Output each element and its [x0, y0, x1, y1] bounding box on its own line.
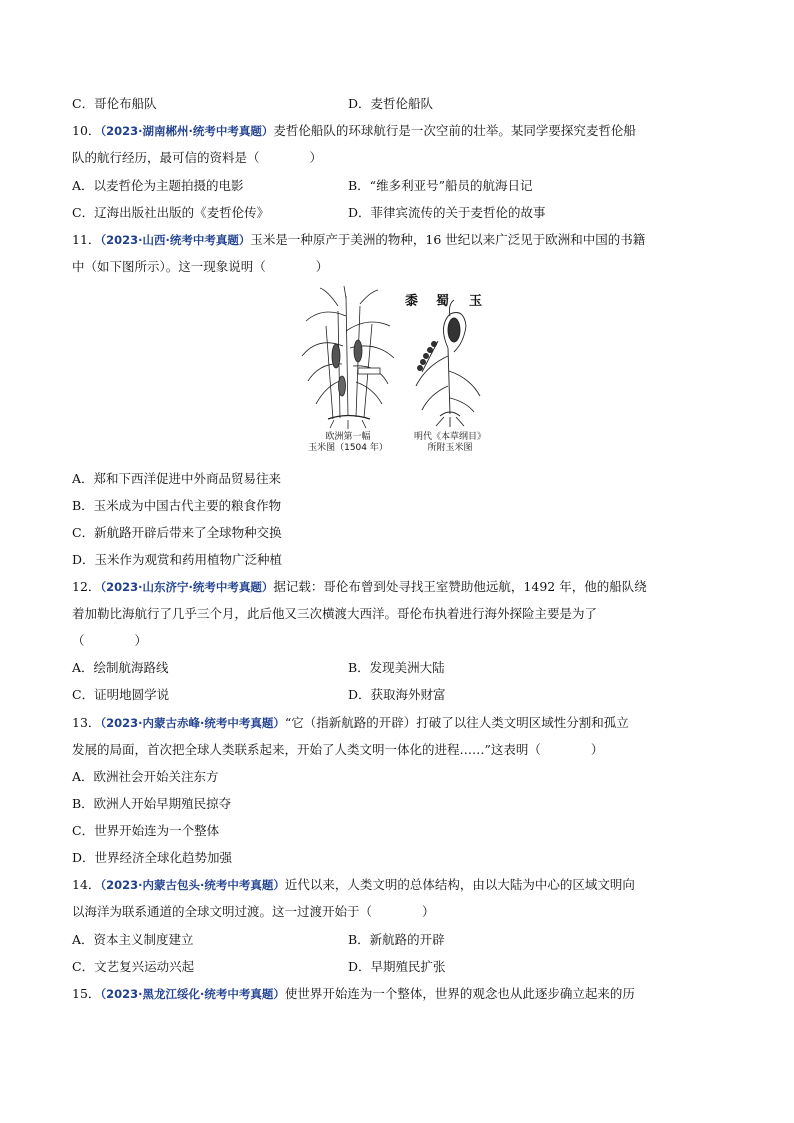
q11-source: （2023·山西·统考中考真题）: [100, 233, 251, 247]
q13-option-a: A．欧洲社会开始关注东方: [72, 769, 219, 784]
q10-stem-line2: 队的航行经历，最可信的资料是（ ）: [72, 150, 323, 165]
q12-stem-line1: [72, 578, 647, 596]
q13-stem-line1: [72, 714, 629, 732]
q10-stem-text1: 麦哲伦船队的环球航行是一次空前的壮举。某同学要探究麦哲伦船: [273, 123, 636, 138]
left-caption-line1: 欧洲第一幅: [325, 432, 371, 442]
q14-stem-line2: 以海洋为联系通道的全球文明过渡。这一过渡开始于（ ）: [72, 904, 435, 919]
q12-source: （2023·山东济宁·统考中考真题）: [100, 580, 274, 594]
q13-stem-text1: “它（指新航路的开辟）打破了以往人类文明区域性分割和孤立: [284, 715, 629, 730]
q11-option-c: C．新航路开辟后带来了全球物种交换: [72, 525, 282, 540]
q11-option-d: D．玉米作为观赏和药用植物广泛种植: [72, 552, 283, 567]
q10-option-d: D．菲律宾流传的关于麦哲伦的故事: [348, 205, 546, 220]
q10-option-a: A．以麦哲伦为主题拍摄的电影: [72, 178, 244, 193]
q14-option-b: B．新航路的开辟: [348, 932, 445, 947]
corn-illustrations: [298, 286, 494, 456]
q13-option-c: C．世界开始连为一个整体: [72, 823, 220, 838]
q13-source: （2023·内蒙古赤峰·统考中考真题）: [100, 716, 285, 730]
q10-source: （2023·湖南郴州·统考中考真题）: [100, 124, 274, 138]
q15-stem-text1: 使世界开始连为一个整体，世界的观念也从此逐步确立起来的历: [284, 986, 635, 1001]
q14-option-a: A．资本主义制度建立: [72, 932, 194, 947]
q14-stem-line1: [72, 876, 635, 894]
q11-number: 11．: [72, 232, 101, 247]
q12-stem-text1: 据记载：哥伦布曾到处寻找王室赞助他远航，1492 年，他的船队绕: [273, 579, 647, 594]
right-caption-line2: 所附玉米图: [427, 443, 473, 453]
q11-stem-line1: [72, 231, 645, 249]
q14-option-d: D．早期殖民扩张: [348, 959, 446, 974]
q13-number: 13．: [72, 715, 101, 730]
q15-source: （2023·黑龙江绥化·统考中考真题）: [100, 987, 285, 1001]
chinese-corn-plant-image: [416, 300, 480, 427]
q12-stem-line2: 着加勒比海航行了几乎三个月，此后他又三次横渡大西洋。哥伦布执着进行海外探险主要是为了: [72, 606, 598, 621]
q9-option-d: D．麦哲伦船队: [348, 96, 434, 111]
q13-option-d: D．世界经济全球化趋势加强: [72, 850, 233, 865]
q12-stem-line3: （ ）: [72, 633, 148, 648]
q13-stem-line2: 发展的局面，首次把全球人类联系起来，开始了人类文明一体化的进程……”这表明（ ）: [72, 742, 604, 757]
left-caption-line2: 玉米图（1504 年）: [308, 443, 388, 453]
figure-title-char-1: 黍: [405, 294, 419, 309]
q10-stem-line1: [72, 122, 636, 140]
q9-option-c: C．哥伦布船队: [72, 96, 157, 111]
q11-option-a: A．郑和下西洋促进中外商品贸易往来: [72, 471, 282, 486]
q14-number: 14．: [72, 877, 101, 892]
q11-corn-figure: [298, 286, 494, 456]
q10-option-b: B．“维多利亚号”船员的航海日记: [348, 178, 533, 193]
european-corn-plant-image: [302, 286, 394, 429]
q15-number: 15．: [72, 986, 101, 1001]
q13-option-b: B．欧洲人开始早期殖民掠夺: [72, 796, 232, 811]
right-figure-caption: [406, 432, 494, 454]
right-caption-line1: 明代《本草纲目》: [413, 432, 486, 442]
q12-option-c: C．证明地圆学说: [72, 687, 170, 702]
q14-option-c: C．文艺复兴运动兴起: [72, 959, 195, 974]
q14-stem-text1: 近代以来，人类文明的总体结构，由以大陆为中心的区域文明向: [284, 877, 635, 892]
left-figure-caption: [300, 432, 396, 454]
q12-option-a: A．绘制航海路线: [72, 660, 169, 675]
q12-option-d: D．获取海外财富: [348, 687, 446, 702]
figure-title-char-3: 玉: [469, 294, 483, 309]
q12-number: 12．: [72, 579, 101, 594]
q12-option-b: B．发现美洲大陆: [348, 660, 445, 675]
q11-option-b: B．玉米成为中国古代主要的粮食作物: [72, 498, 282, 513]
q11-stem-text1: 玉米是一种原产于美洲的物种，16 世纪以来广泛见于欧洲和中国的书籍: [250, 232, 646, 247]
q11-stem-line2: 中（如下图所示）。这一现象说明（ ）: [72, 259, 329, 274]
q10-number: 10．: [72, 123, 101, 138]
q14-source: （2023·内蒙古包头·统考中考真题）: [100, 878, 285, 892]
figure-title-char-2: 蜀: [436, 294, 450, 309]
q15-stem-line1: [72, 985, 635, 1003]
q10-option-c: C．辽海出版社出版的《麦哲伦传》: [72, 205, 270, 220]
